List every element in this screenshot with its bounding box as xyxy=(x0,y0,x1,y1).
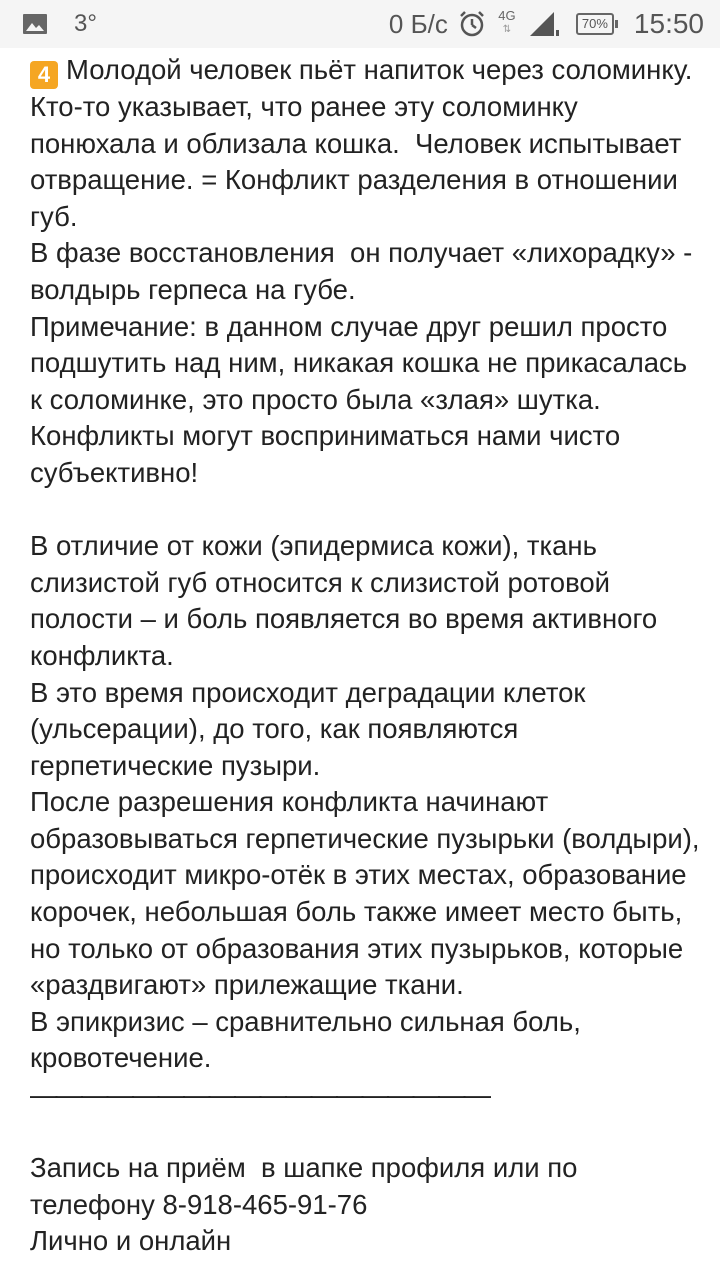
post-line: В эпикризис – сравнительно сильная боль, кровотечение. xyxy=(30,1005,589,1074)
post-line: После разрешения конфликта начинают образовываться герпетические пузырьки (волдыри), происходит микро-отёк в этих местах, образование корочек, небольшая боль также имеет место быть, но только от образования этих пузырьков, которые «раздвигают» прилежащие ткани. xyxy=(30,786,708,1001)
signal-icon xyxy=(528,10,560,38)
battery-level: 70% xyxy=(581,16,608,31)
temperature-label: 3° xyxy=(74,10,97,37)
network-type xyxy=(496,9,518,39)
alarm-icon xyxy=(458,10,486,38)
blank-line xyxy=(30,492,702,529)
status-bar xyxy=(0,0,720,48)
post-line-text: Молодой человек пьёт напиток через соломинку. xyxy=(66,54,693,85)
post-line: В фазе восстановления он получает «лихорадку» - волдырь герпеса на губе. xyxy=(30,237,700,305)
network-speed: 0 Б/с xyxy=(388,8,448,39)
post-line: Кто-то указывает, что ранее эту соломинку понюхала и облизала кошка. Человек испытывает отвращение. = Конфликт разделения в отношении губ. xyxy=(30,91,690,232)
divider-line: —————————————————— xyxy=(30,1079,489,1111)
status-left xyxy=(22,0,97,48)
data-arrows-icon: ⇅ xyxy=(502,24,512,35)
post-line: В отличие от кожи (эпидермиса кожи), ткань слизистой губ относится к слизистой ротовой полости – и боль появляется во время активного конфликта. xyxy=(30,530,665,671)
keycap-number-icon: 4 xyxy=(30,61,58,89)
blank-line xyxy=(30,1114,702,1151)
clock: 15:50 xyxy=(633,8,704,39)
battery-icon xyxy=(576,13,614,35)
post-body xyxy=(30,52,708,1260)
gallery-icon xyxy=(22,12,48,36)
post-line: Примечание: в данном случае друг решил просто подшутить над ним, никакая кошка не прикасалась к соломинке, это просто была «злая» шутка. Конфликты могут восприниматься нами чисто субъективно! xyxy=(30,310,695,488)
post-line xyxy=(30,52,702,89)
network-type-label: 4G xyxy=(498,8,516,23)
contact-line: Запись на приём в шапке профиля или по телефону 8-918-465-91-76 xyxy=(30,1152,586,1220)
post-line: В это время происходит деградации клеток (ульсерации), до того, как появляются герпетические пузыри. xyxy=(30,676,594,781)
post-line: Лично и онлайн xyxy=(30,1225,232,1257)
status-right xyxy=(389,0,704,48)
